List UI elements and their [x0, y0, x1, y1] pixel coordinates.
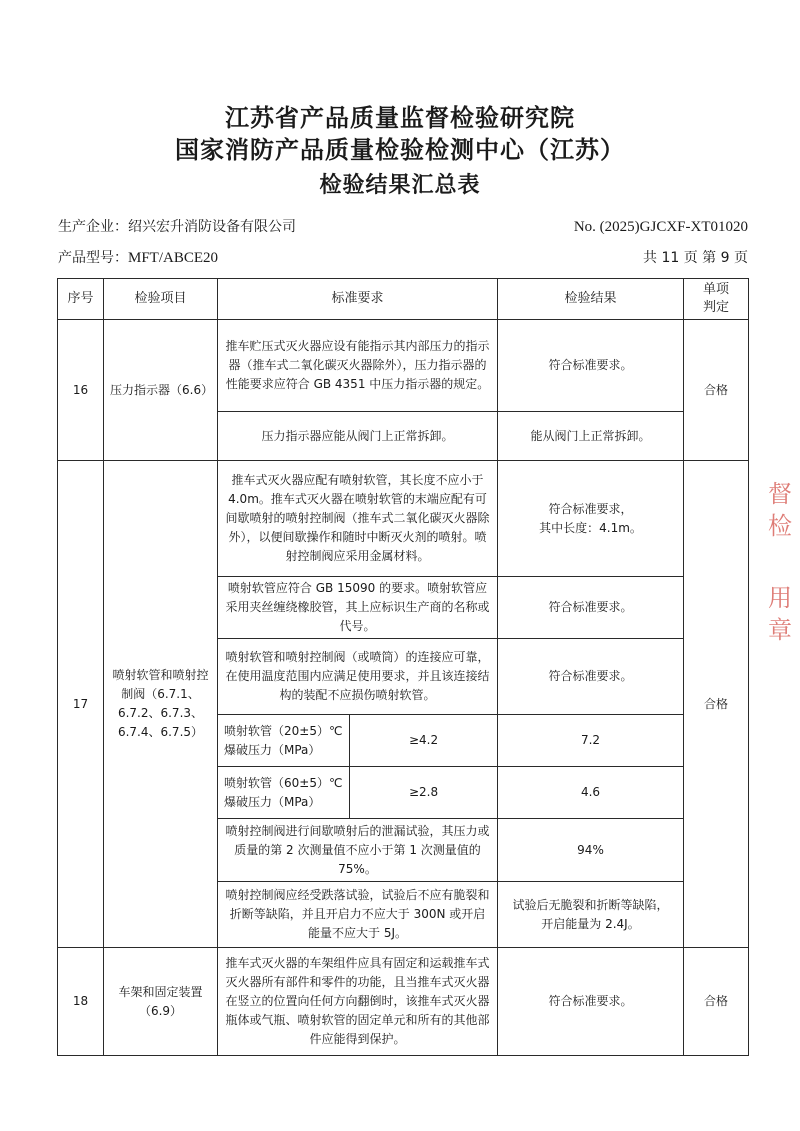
parameter-cell: 喷射软管（60±5）℃ 爆破压力（MPa） — [218, 767, 350, 819]
table-row — [58, 948, 749, 1056]
page-counter: 共 11 页 第 9 页 — [643, 250, 748, 266]
table-header-row — [58, 279, 749, 320]
meta-row-manufacturer — [58, 216, 748, 238]
stamp-char: 用 — [768, 584, 796, 612]
manufacturer-label: 生产企业： — [58, 219, 128, 235]
results-table — [57, 278, 749, 1056]
institute-title: 江苏省产品质量监督检验研究院 — [225, 104, 575, 132]
standard-cell: 喷射控制阀进行间歇喷射后的泄漏试验，其压力或质量的第 2 次测量值不应小于第 1 次测量值的 75%。 — [218, 819, 498, 882]
table-row — [58, 461, 749, 577]
center-title: 国家消防产品质量检验检测中心（江苏） — [175, 136, 625, 164]
result-cell: 符合标准要求。 — [498, 639, 684, 715]
standard-cell: 压力指示器应能从阀门上正常拆卸。 — [218, 412, 498, 461]
seq-cell: 18 — [58, 948, 104, 1056]
model-label: 产品型号： — [58, 250, 128, 266]
standard-cell: 喷射软管和喷射控制阀（或喷筒）的连接应可靠，在使用温度范围内应满足使用要求，并且该连接结构的装配不应损伤喷射软管。 — [218, 639, 498, 715]
seq-cell: 17 — [58, 461, 104, 948]
header-item: 检验项目 — [104, 279, 218, 320]
result-cell: 94% — [498, 819, 684, 882]
result-cell: 符合标准要求。 — [498, 320, 684, 412]
result-cell: 符合标准要求。 — [498, 577, 684, 639]
table-title: 检验结果汇总表 — [319, 173, 481, 198]
header-standard: 标准要求 — [218, 279, 498, 320]
stamp-char: 检 — [768, 512, 796, 540]
requirement-cell: ≥2.8 — [350, 767, 498, 819]
parameter-cell: 喷射软管（20±5）℃ 爆破压力（MPa） — [218, 715, 350, 767]
result-cell: 符合标准要求， 其中长度：4.1m。 — [498, 461, 684, 577]
item-cell: 喷射软管和喷射控制阀（6.7.1、6.7.2、6.7.3、6.7.4、6.7.5） — [104, 461, 218, 948]
stamp-char: 章 — [768, 616, 796, 644]
manufacturer-value: 绍兴宏升消防设备有限公司 — [128, 219, 296, 235]
result-cell: 符合标准要求。 — [498, 948, 684, 1056]
header-result: 检验结果 — [498, 279, 684, 320]
standard-cell: 推车式灭火器应配有喷射软管，其长度不应小于 4.0m。推车式灭火器在喷射软管的末端应配有可间歇喷射的喷射控制阀（推车式二氧化碳灭火器除外），以便间歇操作和随时中断灭火剂的喷射。喷射控制阀应采用金属材料。 — [218, 461, 498, 577]
official-seal-stamp — [768, 478, 800, 644]
table-row — [58, 320, 749, 412]
verdict-cell: 合格 — [684, 320, 749, 461]
result-cell: 能从阀门上正常拆卸。 — [498, 412, 684, 461]
header-verdict: 单项 判定 — [684, 279, 749, 320]
requirement-cell: ≥4.2 — [350, 715, 498, 767]
verdict-cell: 合格 — [684, 461, 749, 948]
stamp-char: 督 — [768, 480, 796, 508]
item-cell: 压力指示器（6.6） — [104, 320, 218, 461]
seq-cell: 16 — [58, 320, 104, 461]
result-cell: 7.2 — [498, 715, 684, 767]
standard-cell: 推车式灭火器的车架组件应具有固定和运载推车式灭火器所有部件和零件的功能，且当推车式灭火器在竖立的位置向任何方向翻倒时，该推车式灭火器瓶体或气瓶、喷射软管的固定单元和所有的其他部件应能得到保护。 — [218, 948, 498, 1056]
standard-cell: 推车贮压式灭火器应设有能指示其内部压力的指示器（推车式二氧化碳灭火器除外），压力指示器的性能要求应符合 GB 4351 中压力指示器的规定。 — [218, 320, 498, 412]
header-seq: 序号 — [58, 279, 104, 320]
meta-row-model — [58, 247, 748, 269]
report-number: No. (2025)GJCXF-XT01020 — [573, 219, 748, 235]
document-header — [0, 102, 800, 204]
item-cell: 车架和固定装置（6.9） — [104, 948, 218, 1056]
result-cell: 4.6 — [498, 767, 684, 819]
verdict-cell: 合格 — [684, 948, 749, 1056]
standard-cell: 喷射控制阀应经受跌落试验，试验后不应有脆裂和折断等缺陷，并且开启力不应大于 300N 或开启能量不应大于 5J。 — [218, 882, 498, 948]
model-value: MFT/ABCE20 — [128, 250, 219, 266]
result-cell: 试验后无脆裂和折断等缺陷， 开启能量为 2.4J。 — [498, 882, 684, 948]
standard-cell: 喷射软管应符合 GB 15090 的要求。喷射软管应采用夹丝缠绕橡胶管，其上应标识生产商的名称或代号。 — [218, 577, 498, 639]
